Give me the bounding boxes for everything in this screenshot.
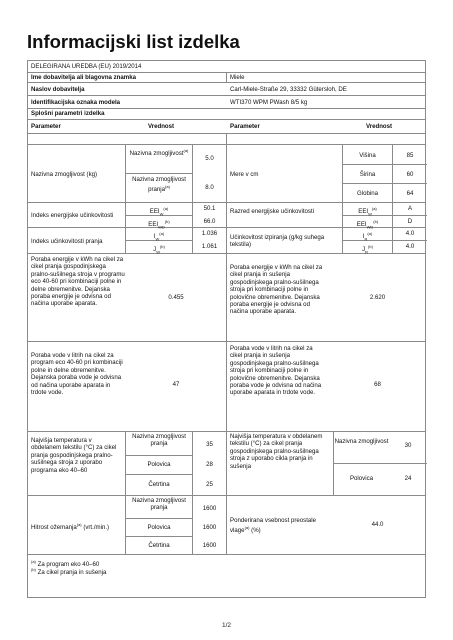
supplier-name-label: Ime dobavitelja ali blagovna znamka [31, 74, 136, 81]
product-info-table [27, 60, 426, 598]
column-header-value-left: Vrednost [148, 123, 175, 130]
spin-value-2: 1600 [202, 524, 217, 531]
rinse-label: Učinkovitost izpiranja (g/kg suhega tekstila) [230, 234, 325, 249]
rinse-ir-symbol: $I_R^{(a)}$ [362, 231, 373, 242]
height-label: Višina [359, 152, 376, 159]
wash-index-label: Indeks učinkovitosti pranja [31, 238, 103, 245]
rinse-jr-symbol: $J_R^{(b)}$ [362, 244, 373, 255]
temp-wd-value-1: 30 [404, 442, 412, 449]
eei-wd-value: 66.0 [203, 218, 216, 225]
moisture-value: 44.0 [371, 521, 384, 528]
temp-wd-sub-1: Nazivna zmogljivost [334, 438, 389, 445]
page-number: 1/2 [221, 622, 232, 629]
supplier-address-value: Carl-Miele-Straße 29, 33332 Gütersloh, DE [230, 86, 347, 93]
temp-wd-sub-2: Polovica [349, 475, 374, 482]
column-header-parameter-left: Parameter [31, 123, 61, 130]
footnote-a: $^{(a)}$ Za program eko 40–60 [31, 559, 100, 569]
capacity-value-2: 8.0 [205, 184, 214, 191]
height-value: 85 [406, 152, 414, 159]
capacity-sub-1: Nazivna zmogljivost$^{(a)}$ [129, 148, 189, 158]
footnote-b: $^{(b)}$ Za cikel pranja in sušenja [31, 567, 107, 577]
rinse-jr-value: 4.0 [405, 243, 415, 250]
temp-wash-label: Najvišja temperatura v obdelanem tekstilu (°C) za cikel pranja gospodinjskega pralno-sušilnega stroja z uporabo programa eko 40–60 [31, 437, 117, 474]
moisture-label: Ponderirana vsebnost preostale vlage$^{(a)}$ (%) [230, 517, 317, 535]
dimensions-label: Mere v cm [230, 171, 259, 178]
depth-label: Globina [356, 190, 378, 197]
spin-sub-3: Četrtina [148, 542, 170, 549]
water-wash-value: 47 [172, 381, 180, 388]
capacity-sub-2: Nazivna zmogljivost pranja$^{(a)}$ [132, 176, 186, 194]
energy-class-wd-value: D [407, 218, 413, 225]
temp-wd-value-2: 24 [404, 475, 412, 482]
spin-sub-2: Polovica [147, 524, 171, 531]
energy-class-label: Razred energijske učinkovitosti [230, 208, 314, 215]
width-value: 60 [406, 171, 414, 178]
wash-index-iw-value: 1.036 [201, 230, 218, 237]
column-header-value-right: Vrednost [366, 123, 393, 130]
spin-label: Hitrost ožemanja$^{(a)}$ (vrt./min.) [31, 522, 110, 532]
eei-w-symbol: $EEI_W^{(a)}$ [149, 206, 169, 217]
spin-sub-1: Nazivna zmogljivost pranja [132, 497, 186, 512]
water-wd-label: Poraba vode v litrih na cikel za cikel pranja in sušenja gospodinjskega pralno-sušilnega stroja pri kombinaciji polne in polovične obremenitve. Dejanska poraba vode je odvisna od načina uporabe aparata in trdote vode. [230, 345, 322, 397]
water-wd-value: 68 [374, 381, 381, 388]
model-id-label: Identifikacijska oznaka modela [31, 99, 121, 106]
energy-class-w-value: A [407, 205, 413, 212]
general-section-heading: Splošni parametri izdelka [31, 110, 105, 117]
width-label: Širina [359, 171, 376, 178]
energy-wd-value: 2.620 [369, 294, 386, 301]
eei-label: Indeks energijske učinkovitosti [31, 212, 114, 219]
depth-value: 64 [406, 190, 414, 197]
spin-value-1: 1600 [202, 505, 217, 512]
page-title: Informacijski list izdelka [27, 31, 240, 52]
regulation-label: DELEGIRANA UREDBA (EU) 2019/2014 [31, 63, 142, 70]
temp-wash-value-3: 25 [206, 481, 213, 488]
energy-wash-label: Poraba energije v kWh na cikel za cikel pranja gospodinjskega pralno-sušilnega stroja v programu eco 40-60 pri kombinaciji polne in delne obremenitve. Dejanska poraba energije je odvisna od načina uporabe aparata. [31, 256, 125, 308]
supplier-name-value: Miele [230, 74, 245, 81]
energy-wash-value: 0.455 [168, 294, 184, 301]
capacity-label: Nazivna zmogljivost (kg) [31, 171, 98, 178]
energy-wd-label: Poraba energije v kWh na cikel za cikel pranja in sušenja gospodinjskega pralno-sušilnega stroja pri kombinaciji polne in polovične obremenitve. Dejanska poraba energije je odvisna od načina uporabe aparata. [230, 264, 323, 316]
wash-index-jw-value: 1.061 [201, 243, 218, 250]
energy-class-w-symbol: $EEI_W^{(a)}$ [358, 206, 377, 217]
temp-wash-sub-3: Četrtina [148, 481, 170, 488]
model-id-value: WTI370 WPM PWash 8/5 kg [230, 99, 308, 106]
temp-wash-value-2: 28 [206, 461, 213, 468]
rinse-ir-value: 4.0 [405, 230, 415, 237]
energy-class-wd-symbol: $EEI_{WD}^{(b)}$ [356, 219, 379, 230]
column-header-parameter-right: Parameter [230, 123, 260, 130]
temp-wash-sub-1: Nazivna zmogljivost pranja [132, 433, 186, 448]
eei-wd-symbol: $EEI_{WD}^{(b)}$ [148, 219, 170, 230]
wash-index-iw-symbol: $I_W^{(a)}$ [153, 231, 165, 242]
temp-wash-sub-2: Polovica [147, 461, 171, 468]
spin-value-3: 1600 [202, 542, 217, 549]
temp-wd-label: Najvišja temperatura v obdelanem tekstilu (°C) za cikel pranja gospodinjskega pralno-sušilnega stroja z uporabo cikla pranja in sušenja [230, 433, 323, 470]
wash-index-jw-symbol: $J_W^{(b)}$ [153, 244, 165, 255]
temp-wash-value-1: 35 [206, 441, 213, 448]
water-wash-label: Poraba vode v litrih na cikel za program eco 40-60 pri kombinaciji polne in delne obremenitve. Dejanska poraba vode je odvisna od načina uporabe aparata in trdote vode. [31, 352, 123, 397]
supplier-address-label: Naslov dobavitelja [31, 86, 85, 93]
capacity-value-1: 5.0 [205, 155, 214, 162]
eei-w-value: 50.1 [203, 205, 216, 212]
